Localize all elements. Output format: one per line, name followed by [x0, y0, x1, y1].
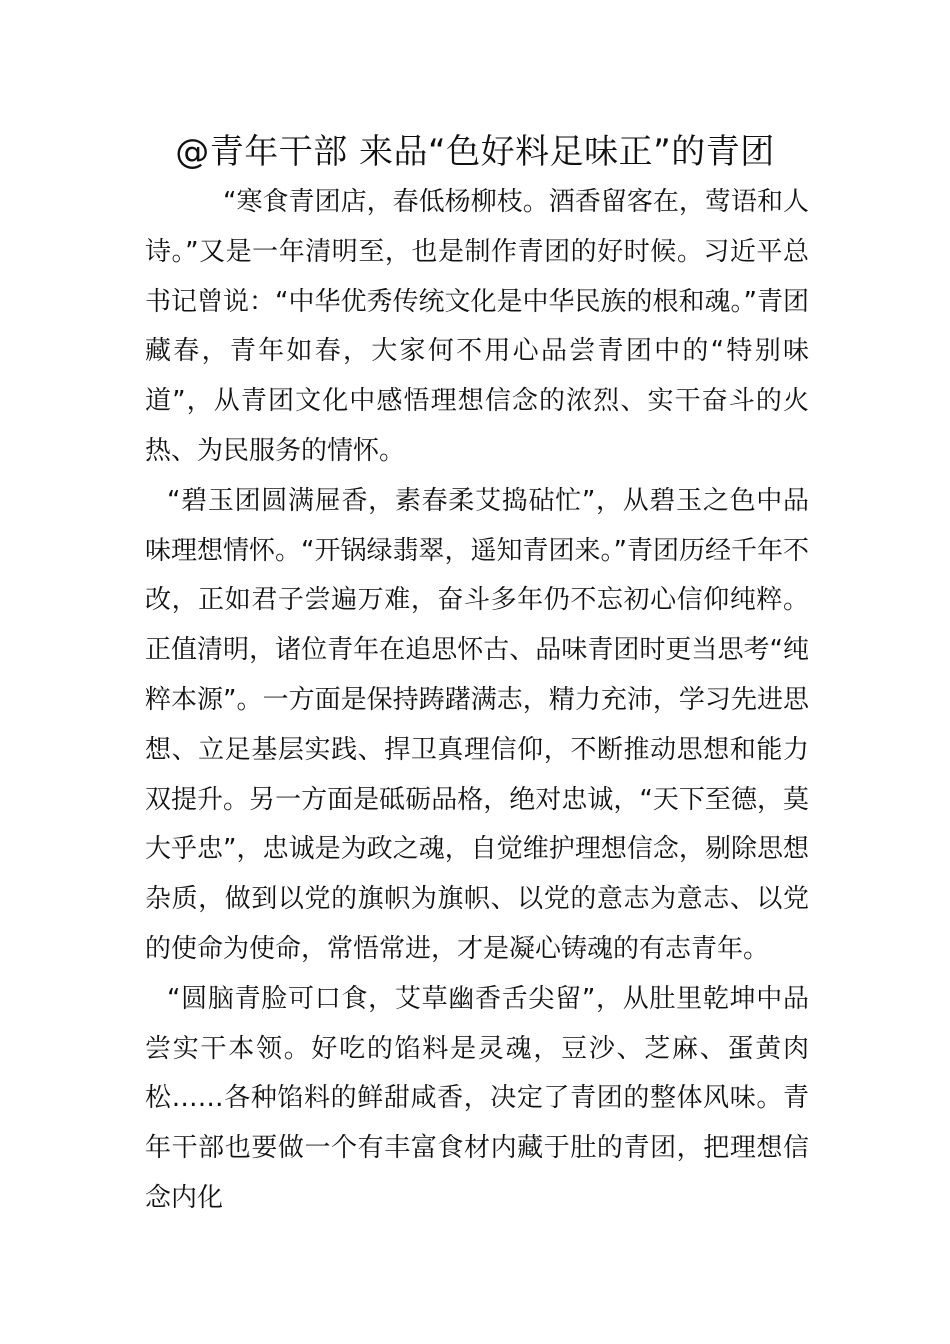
page-title: @青年干部 来品“色好料足味正”的青团	[175, 132, 775, 172]
paragraph: “圆脑青脸可口食，艾草幽香舌尖留”，从肚里乾坤中品尝实干本领。好吃的馅料是灵魂，豆沙、芝麻、蛋黄肉松……各种馅料的鲜甜咸香，决定了青团的整体风味。青年干部也要做一个有丰富食材内藏于肚的青团，把理想信念内化	[145, 983, 809, 1213]
paragraph: “碧玉团圆满屉香，素春柔艾捣砧忙”，从碧玉之色中品味理想情怀。“开锅绿翡翠，遥知青团来。”青团历经千年不改，正如君子尝遍万难，奋斗多年仍不忘初心信仰纯粹。正值清明，诸位青年在追思怀古、品味青团时更当思考“纯粹本源”。一方面是保持踌躇满志，精力充沛，学习先进思想、立足基层实践、捍卫真理信仰，不断推动思想和能力双提升。另一方面是砥砺品格，绝对忠诚，“天下至德，莫大乎忠”，忠诚是为政之魂，自觉维护理想信念，剔除思想杂质，做到以党的旗帜为旗帜、以党的意志为意志、以党的使命为使命，常悟常进，才是凝心铸魂的有志青年。	[145, 485, 809, 964]
article-body	[145, 178, 809, 1224]
paragraph: “寒食青团店，春低杨柳枝。酒香留客在，莺语和人诗。”又是一年清明至，也是制作青团的好时候。习近平总书记曾说：“中华优秀传统文化是中华民族的根和魂。”青团藏春，青年如春，大家何不用心品尝青团中的“特别味道”，从青团文化中感悟理想信念的浓烈、实干奋斗的火热、为民服务的情怀。	[145, 187, 809, 466]
